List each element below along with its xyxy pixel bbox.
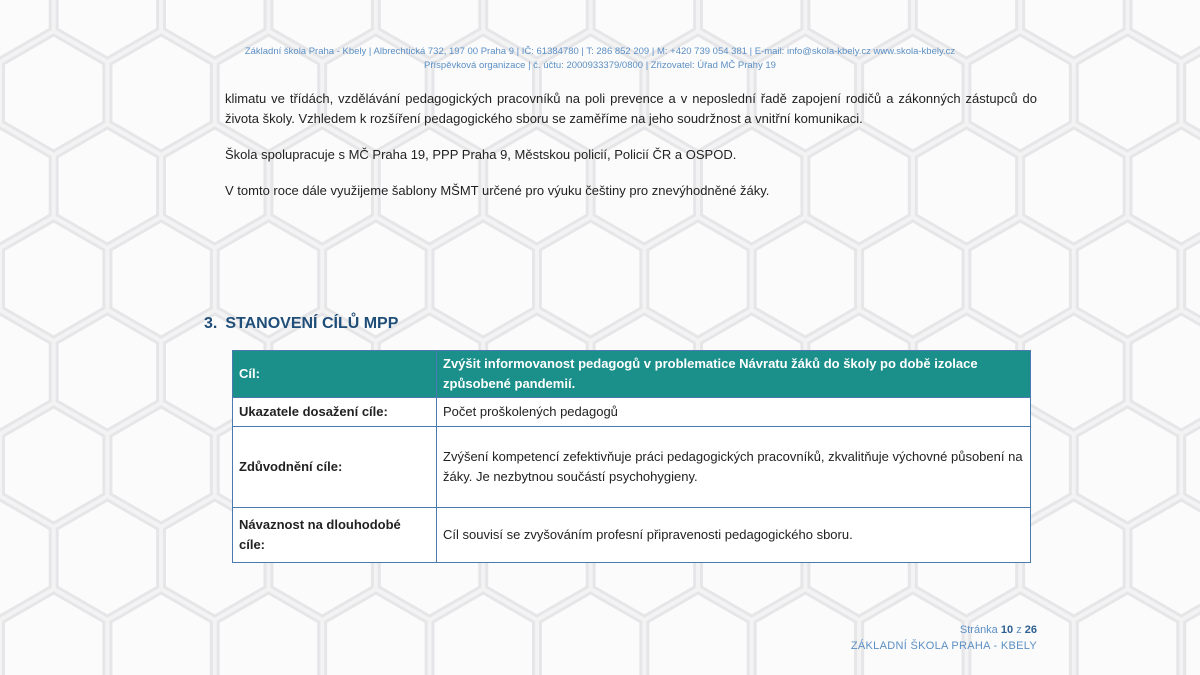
body-paragraph: Škola spolupracuje s MČ Praha 19, PPP Praha 9, Městskou policií, Policií ČR a OSPOD. — [225, 147, 737, 162]
table-row — [233, 351, 1031, 398]
table-value-cell: Cíl souvisí se zvyšováním profesní připravenosti pedagogického sboru. — [437, 508, 1031, 563]
section-number: 3. — [204, 315, 218, 332]
table-value-cell: Zvýšení kompetencí zefektivňuje práci pedagogických pracovníků, zkvalitňuje výchovné působení na žáky. Je nezbytnou součástí psychohygieny. — [437, 427, 1031, 508]
body-paragraph: klimatu ve třídách, vzdělávání pedagogických pracovníků na poli prevence a v neposlední řadě zapojení rodičů a zákonných zástupců do života školy. Vzhledem k rozšíření pedagogického sboru se zaměříme na jeho soudržnost a vnitřní komunikaci. — [225, 91, 1037, 126]
table-value-cell: Zvýšit informovanost pedagogů v problematice Návratu žáků do školy po době izolace způsobené pandemií. — [437, 351, 1031, 398]
header-contact-line: Základní škola Praha - Kbely | Albrechtická 732, 197 00 Praha 9 | IČ: 61384780 | T: 286 852 209 | M: +420 739 054 381 | E-mail: info@skola-kbely.cz www.skola-kbely.cz — [244, 46, 956, 57]
table-row — [233, 508, 1031, 563]
section-title: STANOVENÍ CÍLŮ MPP — [225, 315, 399, 332]
page-total: 26 — [1024, 624, 1037, 636]
page-current: 10 — [1000, 624, 1014, 636]
table-label-cell: Cíl: — [233, 351, 437, 398]
body-paragraph: V tomto roce dále využijeme šablony MŠMT určené pro výuku češtiny pro znevýhodněné žáky. — [225, 183, 770, 198]
page-number — [960, 624, 1037, 636]
table-value-cell: Počet proškolených pedagogů — [437, 398, 1031, 427]
header-organization-line: Příspěvková organizace | č. účtu: 2000933379/0800 | Zřizovatel: Úřad MČ Prahy 19 — [424, 60, 776, 71]
table-label-cell: Návaznost na dlouhodobé cíle: — [233, 508, 437, 563]
table-label-cell: Ukazatele dosažení cíle: — [233, 398, 437, 427]
table-row — [233, 398, 1031, 427]
footer-school-name: ZÁKLADNÍ ŠKOLA PRAHA - KBELY — [850, 640, 1037, 652]
goals-table — [232, 350, 1031, 563]
page-separator: z — [1016, 624, 1022, 636]
page-prefix: Stránka — [959, 624, 998, 636]
table-row — [233, 427, 1031, 508]
table-label-cell: Zdůvodnění cíle: — [233, 427, 437, 508]
section-heading — [204, 315, 398, 333]
